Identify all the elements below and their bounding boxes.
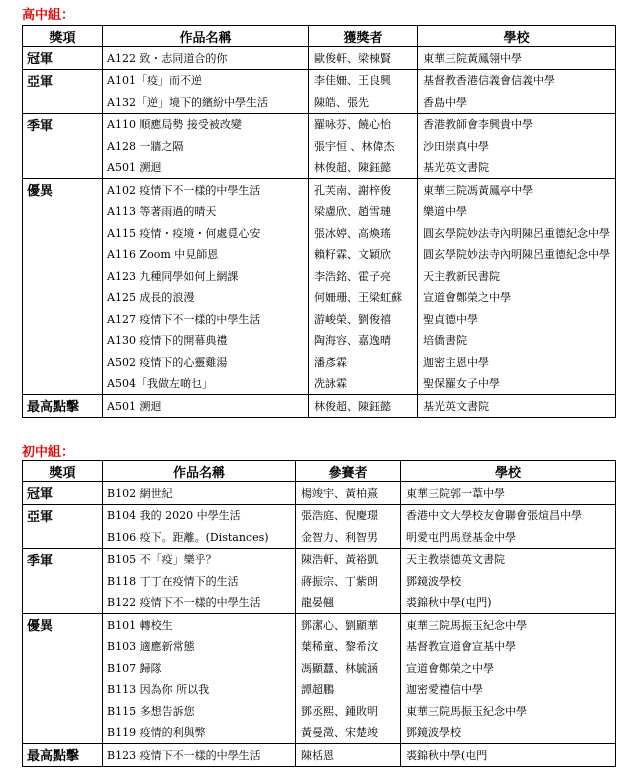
work-title-cell: B105 不「疫」樂乎？ (103, 548, 296, 570)
award-category-cell (23, 308, 103, 330)
school-cell: 裘錦秋中學(屯門) (401, 592, 616, 614)
table-row (23, 244, 616, 266)
work-title-cell: B119 疫情的利與弊 (103, 722, 296, 744)
school-cell: 東華三院馮黃鳳亭中學 (418, 179, 616, 201)
table-row (23, 330, 616, 352)
names-cell: 陳浩軒、黃裕凱 (296, 548, 401, 570)
names-cell: 陳皓、張先 (309, 91, 418, 113)
school-cell: 香港中文大學校友會聯會張煊昌中學 (401, 504, 616, 526)
school-cell: 宣道會鄭榮之中學 (401, 657, 616, 679)
work-title-cell: A122 致・志同道合的你 (103, 47, 309, 70)
work-title-cell: A128 一牆之隔 (103, 135, 309, 157)
header-award: 獎項 (23, 26, 103, 47)
names-cell: 鄧丞熙、鍾敗明 (296, 700, 401, 722)
award-category-cell: 季軍 (23, 113, 103, 135)
school-cell: 裘錦秋中學(屯門 (401, 744, 616, 767)
work-title-cell: A504「我做左啲乜」 (103, 373, 309, 395)
names-cell: 孔芙南、謝梓俊 (309, 179, 418, 201)
senior-awards-table (22, 25, 616, 418)
award-category-cell: 冠軍 (23, 482, 103, 505)
award-category-cell: 亞軍 (23, 69, 103, 91)
award-category-cell: 優異 (23, 614, 103, 636)
work-title-cell: A113 等著雨過的晴天 (103, 201, 309, 223)
school-cell: 宣道會鄭榮之中學 (418, 287, 616, 309)
names-cell: 金智力、利智男 (296, 526, 401, 548)
header-work: 作品名稱 (103, 461, 296, 482)
school-cell: 香島中學 (418, 91, 616, 113)
table-row (23, 722, 616, 744)
work-title-cell: B113 因為你 所以我 (103, 679, 296, 701)
names-cell: 陳栝恩 (296, 744, 401, 767)
table-row (23, 526, 616, 548)
school-cell: 東華三院郭一葦中學 (401, 482, 616, 505)
table-header-row (23, 26, 616, 47)
names-cell: 葉稀童、黎希汶 (296, 636, 401, 658)
award-category-cell: 亞軍 (23, 504, 103, 526)
award-category-cell (23, 657, 103, 679)
table-row (23, 135, 616, 157)
names-cell: 張浩庭、倪慶璟 (296, 504, 401, 526)
school-cell: 迦密愛禮信中學 (401, 679, 616, 701)
school-cell: 明愛屯門馬登基金中學 (401, 526, 616, 548)
junior-section-title: 初中組： (22, 445, 75, 460)
award-category-cell (23, 244, 103, 266)
school-cell: 圓玄學院妙法寺內明陳呂重德紀念中學 (418, 244, 616, 266)
table-row (23, 373, 616, 395)
school-cell: 基光英文書院 (418, 157, 616, 179)
names-cell: 張冰婷、高煥瑤 (309, 222, 418, 244)
header-participants: 參賽者 (296, 461, 401, 482)
table-row (23, 351, 616, 373)
work-title-cell: B102 網世紀 (103, 482, 296, 505)
work-title-cell: A101「疫」而不逆 (103, 69, 309, 91)
header-winners: 獲獎者 (309, 26, 418, 47)
work-title-cell: B103 適應新常態 (103, 636, 296, 658)
school-cell: 東華三院黃鳳翎中學 (418, 47, 616, 70)
school-cell: 東華三院馬振玉紀念中學 (401, 614, 616, 636)
table-row (23, 91, 616, 113)
table-row (23, 700, 616, 722)
school-cell: 香港教師會李興貴中學 (418, 113, 616, 135)
table-row (23, 592, 616, 614)
award-category-cell (23, 135, 103, 157)
table-row (23, 657, 616, 679)
work-title-cell: B104 我的 2020 中學生活 (103, 504, 296, 526)
table-row (23, 69, 616, 91)
names-cell: 羅咏芬、饒心怡 (309, 113, 418, 135)
award-category-cell (23, 592, 103, 614)
school-cell: 基督教香港信義會信義中學 (418, 69, 616, 91)
school-cell: 培僑書院 (418, 330, 616, 352)
names-cell: 游峻榮、劉俊禧 (309, 308, 418, 330)
work-title-cell: B106 疫下。距離。(Distances) (103, 526, 296, 548)
work-title-cell: B107 歸隊 (103, 657, 296, 679)
school-cell: 天主教新民書院 (418, 265, 616, 287)
school-cell: 圓玄學院妙法寺內明陳呂重德紀念中學 (418, 222, 616, 244)
names-cell: 馮顯蠶、林毓涵 (296, 657, 401, 679)
names-cell: 何姍珊、王梁虹蘇 (309, 287, 418, 309)
school-cell: 聖保羅女子中學 (418, 373, 616, 395)
award-category-cell (23, 526, 103, 548)
names-cell: 陶海容、嘉逸晴 (309, 330, 418, 352)
names-cell: 蔣振宗、丁紫朗 (296, 570, 401, 592)
table-row (23, 308, 616, 330)
work-title-cell: A501 溯迴 (103, 395, 309, 418)
names-cell: 歐俊軒、梁棟賢 (309, 47, 418, 70)
award-category-cell (23, 351, 103, 373)
award-category-cell: 優異 (23, 179, 103, 201)
award-category-cell (23, 222, 103, 244)
table-row (23, 395, 616, 418)
junior-awards-table (22, 460, 616, 767)
award-category-cell (23, 330, 103, 352)
award-category-cell (23, 287, 103, 309)
table-row (23, 504, 616, 526)
table-row (23, 113, 616, 135)
table-row (23, 47, 616, 70)
school-cell: 樂道中學 (418, 201, 616, 223)
work-title-cell: A502 疫情下的心靈雞湯 (103, 351, 309, 373)
table-row (23, 548, 616, 570)
table-row (23, 614, 616, 636)
work-title-cell: A123 九種同學如何上網課 (103, 265, 309, 287)
table-row (23, 570, 616, 592)
table-row (23, 482, 616, 505)
school-cell: 基光英文書院 (418, 395, 616, 418)
header-school: 學校 (418, 26, 616, 47)
table-row (23, 201, 616, 223)
names-cell: 李佳姍、王良興 (309, 69, 418, 91)
school-cell: 迦密主恩中學 (418, 351, 616, 373)
names-cell: 林俊超、陳鈺懿 (309, 157, 418, 179)
work-title-cell: A132「逆」境下的繽紛中學生活 (103, 91, 309, 113)
award-category-cell (23, 91, 103, 113)
work-title-cell: B123 疫情下不一樣的中學生活 (103, 744, 296, 767)
work-title-cell: B118 丁丁在疫情下的生活 (103, 570, 296, 592)
work-title-cell: A102 疫情下不一樣的中學生活 (103, 179, 309, 201)
award-category-cell (23, 636, 103, 658)
names-cell: 賴籽霖、文穎欣 (309, 244, 418, 266)
work-title-cell: A110 順應局勢 接受被改變 (103, 113, 309, 135)
award-category-cell: 最高點擊 (23, 395, 103, 418)
school-cell: 天主教崇德英文書院 (401, 548, 616, 570)
names-cell: 鄧潔心、劉顯華 (296, 614, 401, 636)
award-category-cell (23, 722, 103, 744)
school-cell: 基督教宣道會宣基中學 (401, 636, 616, 658)
names-cell: 李浩銘、霍子亮 (309, 265, 418, 287)
award-category-cell (23, 570, 103, 592)
work-title-cell: B101 轉校生 (103, 614, 296, 636)
award-category-cell: 季軍 (23, 548, 103, 570)
names-cell: 楊竣宇、黃柏熹 (296, 482, 401, 505)
work-title-cell: A125 成長的浪漫 (103, 287, 309, 309)
names-cell: 譚超鵬 (296, 679, 401, 701)
senior-section-title: 高中組： (22, 8, 75, 23)
work-title-cell: A115 疫情・疫境・何處覓心安 (103, 222, 309, 244)
award-category-cell (23, 265, 103, 287)
names-cell: 龍晏翹 (296, 592, 401, 614)
table-row (23, 636, 616, 658)
names-cell: 潘彥霖 (309, 351, 418, 373)
school-cell: 聖貞德中學 (418, 308, 616, 330)
names-cell: 黃曼澂、宋楚竣 (296, 722, 401, 744)
award-category-cell (23, 157, 103, 179)
names-cell: 張宇恒 、林偉杰 (309, 135, 418, 157)
work-title-cell: A130 疫情下的開幕典禮 (103, 330, 309, 352)
school-cell: 鄧鏡波學校 (401, 570, 616, 592)
header-work: 作品名稱 (103, 26, 309, 47)
work-title-cell: B115 多想告訴您 (103, 700, 296, 722)
table-header-row (23, 461, 616, 482)
table-row (23, 157, 616, 179)
award-category-cell (23, 201, 103, 223)
award-category-cell (23, 700, 103, 722)
award-category-cell: 最高點擊 (23, 744, 103, 767)
award-category-cell (23, 373, 103, 395)
school-cell: 鄧鏡波學校 (401, 722, 616, 744)
school-cell: 東華三院馬振玉紀念中學 (401, 700, 616, 722)
names-cell: 林俊超、陳鈺懿 (309, 395, 418, 418)
table-row (23, 679, 616, 701)
table-row (23, 287, 616, 309)
table-row (23, 222, 616, 244)
table-row (23, 179, 616, 201)
names-cell: 冼詠霖 (309, 373, 418, 395)
work-title-cell: A501 溯迴 (103, 157, 309, 179)
school-cell: 沙田崇真中學 (418, 135, 616, 157)
header-school: 學校 (401, 461, 616, 482)
award-category-cell: 冠軍 (23, 47, 103, 70)
award-category-cell (23, 679, 103, 701)
table-row (23, 744, 616, 767)
names-cell: 梁慮欣、趙雪璉 (309, 201, 418, 223)
work-title-cell: A116 Zoom 中見師恩 (103, 244, 309, 266)
work-title-cell: B122 疫情下不一樣的中學生活 (103, 592, 296, 614)
header-award: 獎項 (23, 461, 103, 482)
work-title-cell: A127 疫情下不一樣的中學生活 (103, 308, 309, 330)
table-row (23, 265, 616, 287)
